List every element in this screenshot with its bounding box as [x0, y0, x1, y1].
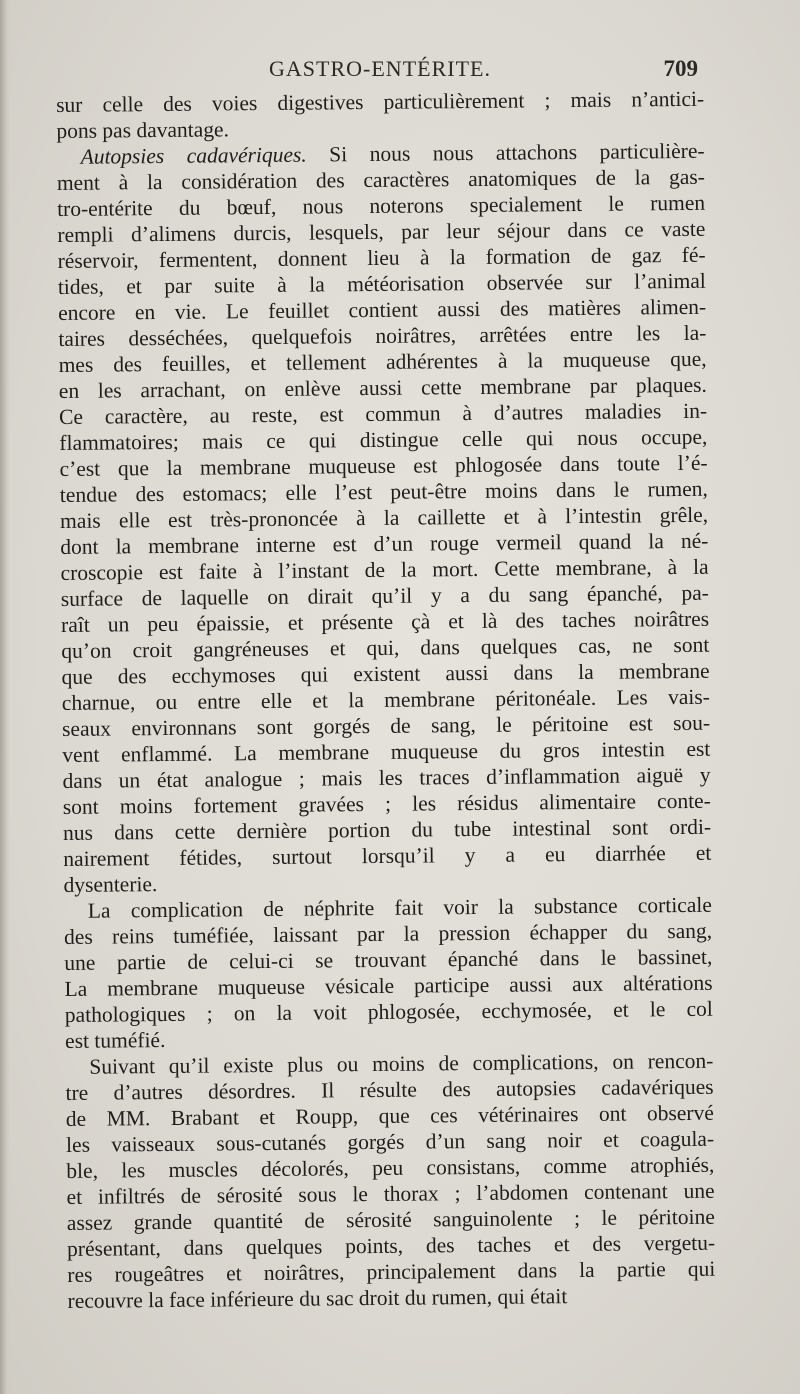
line-text: pathologiques ; on la voit phlogosée, ecchymosée, et le col — [64, 996, 713, 1027]
line-text: c’est que la membrane muqueuse est phlogosée dans toute l’é- — [59, 450, 708, 481]
line-text: en les arrachant, on enlève aussi cette membrane par plaques. — [58, 372, 707, 403]
line-text: dans un état analogue ; mais les traces d’inflammation aiguë y — [62, 762, 711, 793]
line-text: des reins tuméfiée, laissant par la pression échapper du sang, — [63, 918, 713, 949]
paragraph — [56, 86, 704, 144]
line-text: seaux environnans sont gorgés de sang, le péritoine est sou- — [61, 710, 711, 741]
line-text: res rougeâtres et noirâtres, principalement dans la partie qui — [67, 1256, 716, 1287]
page-number: 709 — [663, 56, 698, 81]
line-text: et infiltrés de sérosité sous le thorax ; l’abdomen contenant une — [66, 1178, 715, 1209]
line-text: rempli d’alimens durcis, lesquels, par leur séjour dans ce vaste — [57, 216, 706, 247]
line-text: recouvre la face inférieure du sac droit du rumen, qui était — [67, 1284, 568, 1313]
line-text: croscopie est faite à l’instant de la mort. Cette membrane, à la — [60, 554, 709, 585]
line-text: tre d’autres désordres. Il résulte des autopsies cadavériques — [65, 1074, 714, 1105]
section-lead: Autopsies cadavériques. — [80, 142, 307, 169]
line-text: présentant, dans quelques points, des taches et des vergetu- — [66, 1230, 716, 1261]
line-text: assez grande quantité de sérosité sanguinolente ; le péritoine — [66, 1204, 715, 1235]
line-text: ble, les muscles décolorés, peu consistans, comme atrophiés, — [66, 1152, 715, 1183]
text-line — [67, 1282, 715, 1314]
line-text: tides, et par suite à la météorisation observée sur l’animal — [57, 268, 706, 299]
paragraph — [64, 892, 713, 1054]
paragraph — [56, 138, 711, 898]
line-text: La complication de néphrite fait voir la substance corticale — [87, 892, 712, 923]
line-text: flammatoires; mais ce qui distingue celle qui nous occupe, — [59, 424, 708, 455]
line-text: nairement fétides, surtout lorsqu’il y a eu diarrhée et — [63, 840, 712, 871]
line-text: les vaisseaux sous-cutanés gorgés d’un sang noir et coagula- — [65, 1126, 715, 1157]
line-text: mes des feuilles, et tellement adhérentes à la muqueuse que, — [58, 346, 707, 377]
line-text: sont moins fortement gravées ; les résidus alimentaire conte- — [62, 788, 711, 819]
line-text: sur celle des voies digestives particulièrement ; mais n’antici- — [56, 86, 705, 117]
paragraph — [65, 1048, 715, 1314]
line-text: ment à la considération des caractères anatomiques de la gas- — [56, 164, 705, 195]
line-text: dysenterie. — [63, 872, 158, 897]
line-text: mais elle est très-prononcée à la caillette et à l’intestin grêle, — [60, 502, 709, 533]
line-text: que des ecchymoses qui existent aussi dans la membrane — [61, 658, 710, 689]
running-title: GASTRO-ENTÉRITE. — [269, 56, 491, 81]
line-text: encore en vie. Le feuillet contient aussi des matières alimen- — [58, 294, 707, 325]
line-text: surface de laquelle on dirait qu’il y a du sang épanché, pa- — [60, 580, 709, 611]
line-text: une partie de celui-ci se trouvant épanché dans le bassinet, — [64, 944, 713, 975]
line-text: dont la membrane interne est d’un rouge vermeil quand la né- — [60, 528, 709, 559]
line-text: Ce caractère, au reste, est commun à d’autres maladies in- — [59, 398, 708, 429]
line-text: réservoir, fermentent, donnent lieu à la formation de gaz fé- — [57, 242, 706, 273]
body-text — [56, 86, 716, 1314]
line-text: vent enflammé. La membrane muqueuse du gros intestin est — [62, 736, 711, 767]
line-text: charnue, ou entre elle et la membrane péritonéale. Les vais- — [61, 684, 710, 715]
line-text: qu’on croit gangréneuses et qui, dans quelques cas, ne sont — [61, 632, 710, 663]
line-text: de MM. Brabant et Roupp, que ces vétérinaires ont observé — [65, 1100, 714, 1131]
line-text: Si nous nous attachons particulière- — [306, 138, 705, 167]
running-header — [56, 56, 704, 90]
line-text: Suivant qu’il existe plus ou moins de complications, on rencon- — [89, 1048, 714, 1079]
line-text: tro-entérite du bœuf, nous noterons specialement le rumen — [57, 190, 706, 221]
line-text: tendue des estomacs; elle l’est peut-être moins dans le rumen, — [59, 476, 708, 507]
line-text: est tuméfié. — [64, 1027, 166, 1053]
line-text: raît un peu épaissie, et présente çà et là des taches noirâtres — [61, 606, 710, 637]
line-text: taires desséchées, quelquefois noirâtres, arrêtées entre les la- — [58, 320, 707, 351]
line-text: nus dans cette dernière portion du tube intestinal sont ordi- — [62, 814, 712, 845]
line-text: La membrane muqueuse vésicale participe aussi aux altérations — [64, 970, 713, 1001]
line-text: pons pas davantage. — [56, 117, 230, 143]
page-spine-shadow — [0, 0, 10, 1394]
